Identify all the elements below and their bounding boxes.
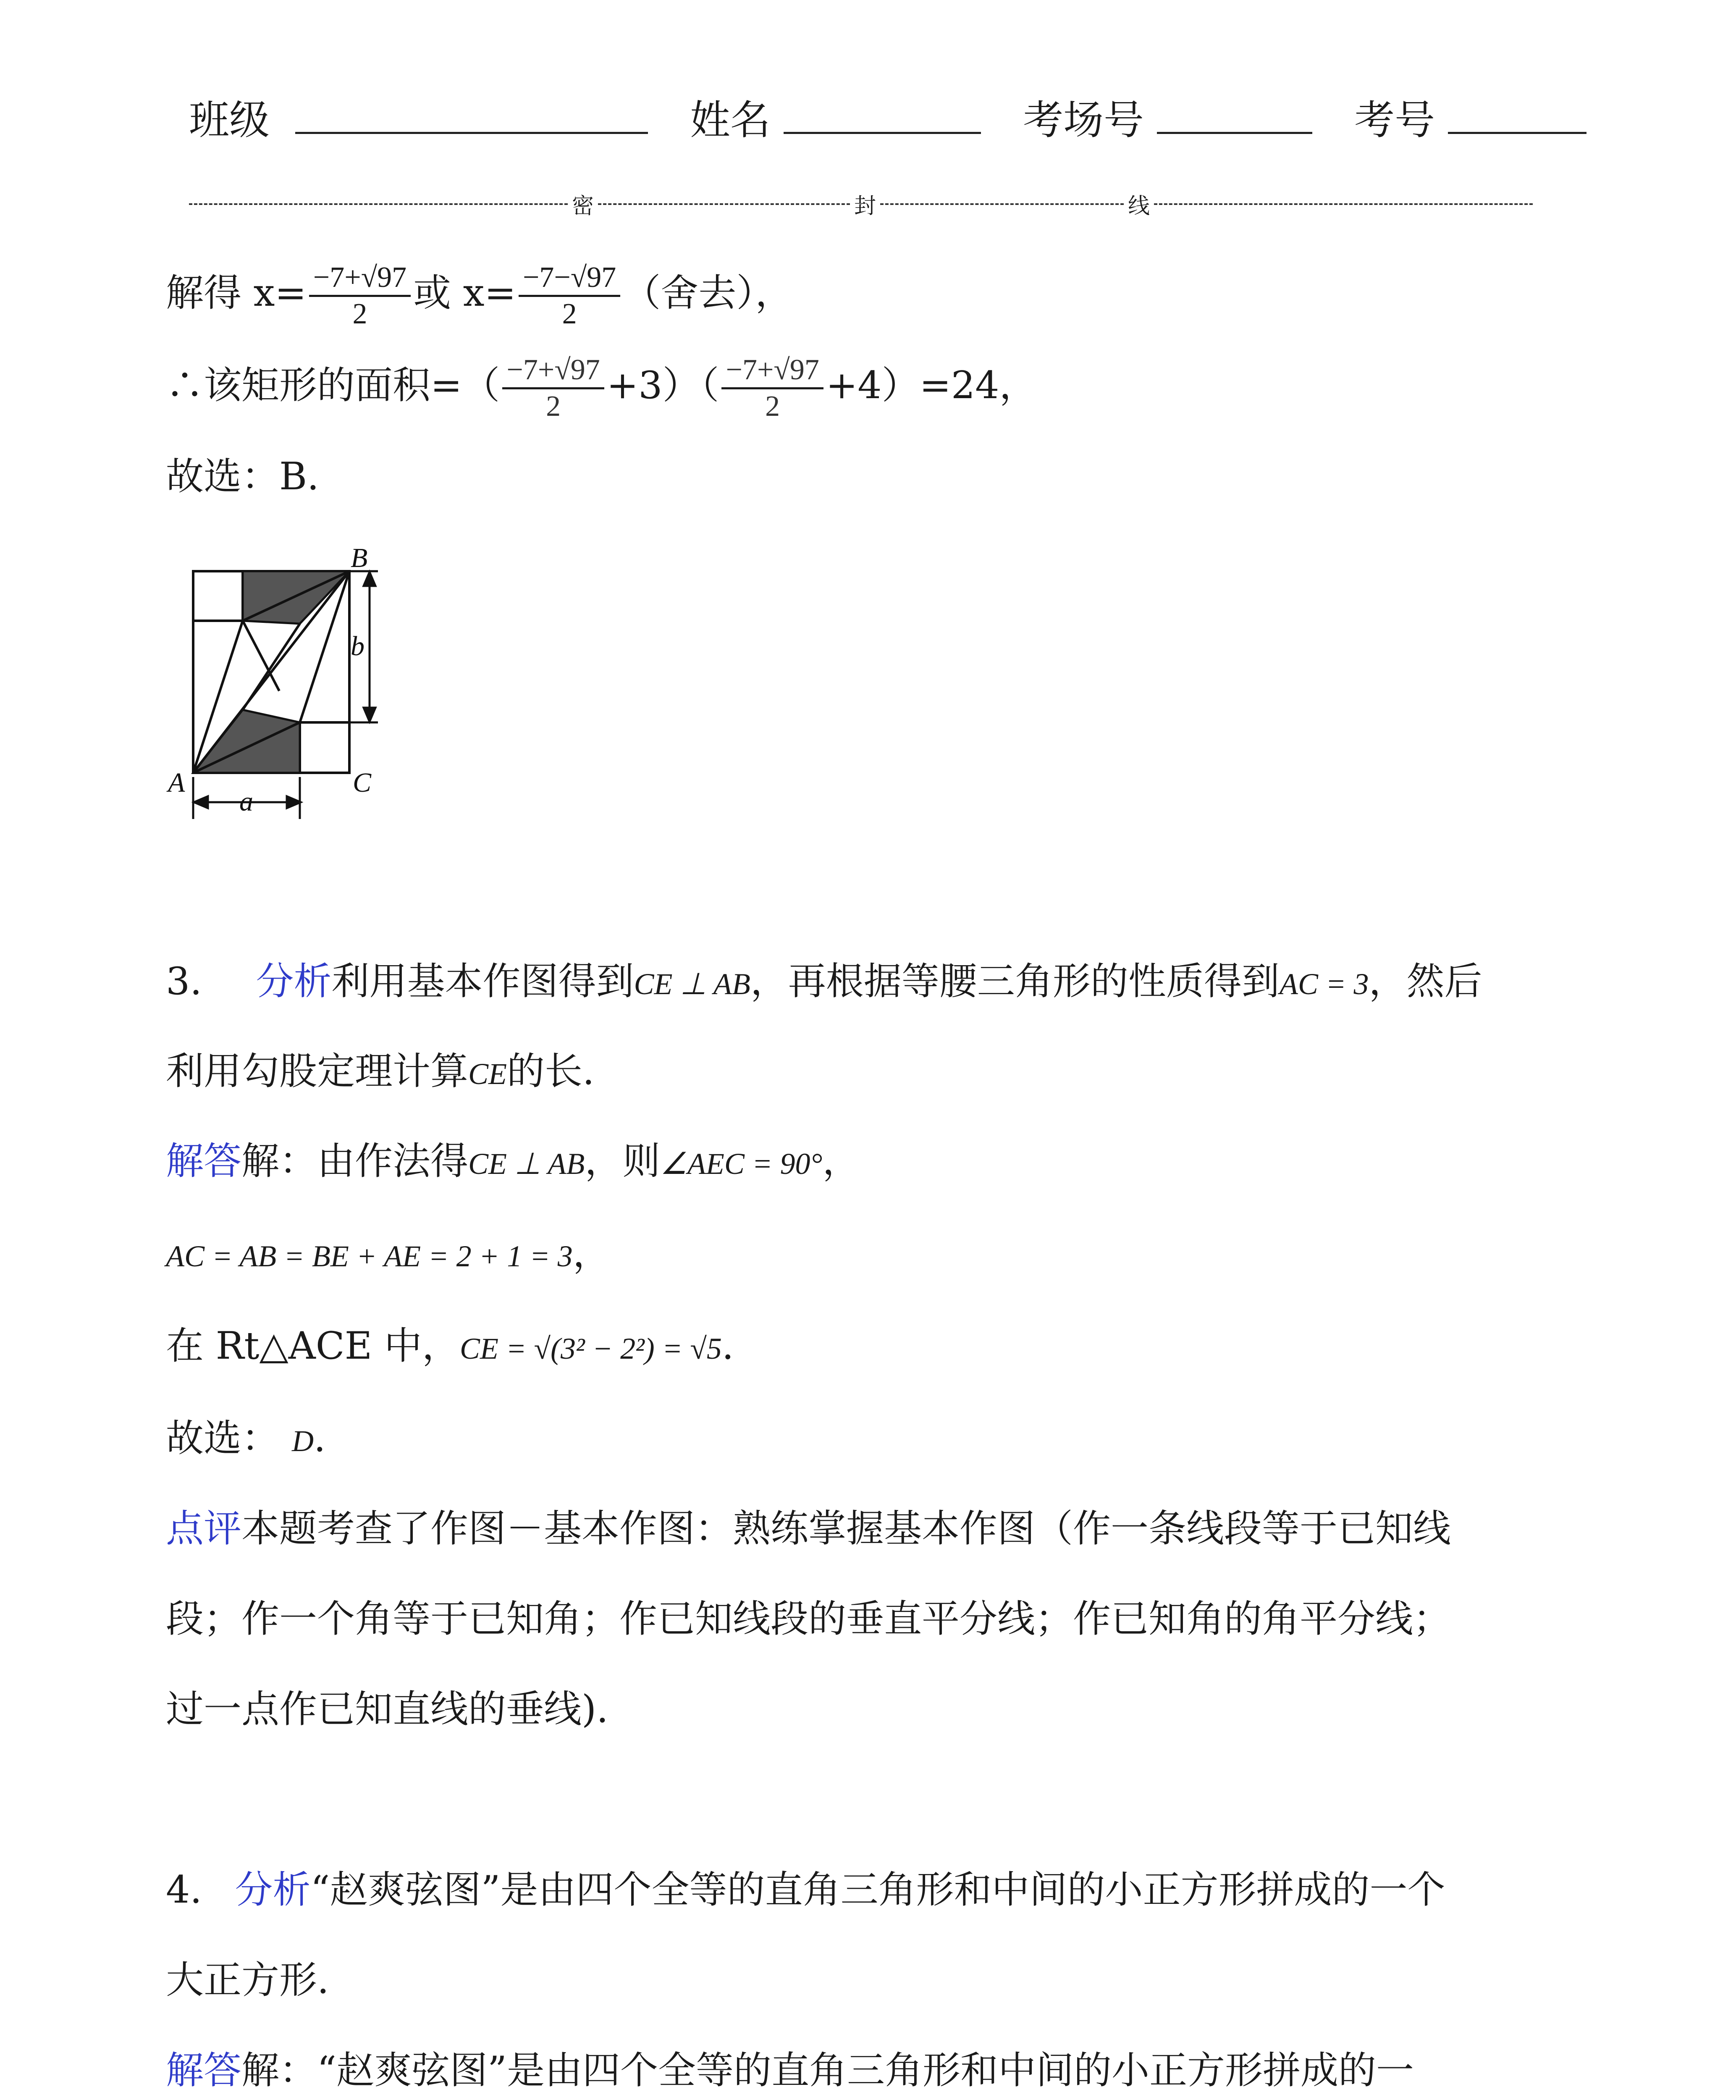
area-suffix: +4）=24， bbox=[826, 363, 1037, 407]
class-label: 班级 bbox=[189, 97, 270, 144]
q3-choice-text: . bbox=[314, 1416, 326, 1460]
label-a-vertex: A bbox=[168, 767, 185, 798]
q3-analysis-math: AC = 3 bbox=[1279, 967, 1369, 1001]
name-field[interactable] bbox=[784, 98, 981, 134]
q3-answer-math: ∠AEC = 90° bbox=[660, 1147, 823, 1181]
q4-number: 4. bbox=[166, 1868, 202, 1912]
q4-analysis-tag: 分析 bbox=[235, 1868, 311, 1912]
name-label: 姓名 bbox=[690, 97, 771, 144]
q3-comment-tag: 点评 bbox=[166, 1507, 241, 1551]
room-field[interactable] bbox=[1157, 98, 1312, 134]
q3-analysis-tag: 分析 bbox=[256, 959, 332, 1003]
fraction-numerator: −7+√97 bbox=[721, 353, 823, 389]
q4-answer-line1 bbox=[166, 2048, 1414, 2094]
q3-answer-math: AC = AB = BE + AE = 2 + 1 = 3 bbox=[166, 1239, 573, 1273]
q3-comment-line1 bbox=[166, 1506, 1451, 1552]
seal-dash bbox=[880, 203, 1124, 205]
q4-analysis-line2: 大正方形. bbox=[166, 1958, 329, 2002]
root1-fraction bbox=[309, 260, 411, 331]
exam-header bbox=[189, 88, 1587, 146]
q4-answer-tag: 解答 bbox=[166, 2048, 241, 2092]
root2-fraction bbox=[519, 260, 620, 331]
q3-analysis-text: 的长. bbox=[507, 1049, 595, 1093]
q3-analysis-line2 bbox=[166, 1048, 595, 1097]
room-label: 考场号 bbox=[1023, 97, 1144, 144]
q3-answer-tag: 解答 bbox=[166, 1139, 241, 1183]
fraction-numerator: −7+√97 bbox=[309, 260, 411, 297]
q3-analysis-math: CE ⊥ AB bbox=[634, 967, 750, 1001]
class-field[interactable] bbox=[295, 98, 648, 134]
q3-answer-text: ， bbox=[822, 1139, 860, 1183]
seal-dash bbox=[1154, 203, 1533, 205]
fraction-denominator: 2 bbox=[562, 298, 577, 330]
label-b-vertex: B bbox=[351, 543, 368, 573]
q3-answer-text: ，则 bbox=[585, 1139, 661, 1183]
seal-dash bbox=[189, 203, 568, 205]
solve-line bbox=[166, 260, 793, 331]
q3-answer-text: 解：由作法得 bbox=[241, 1139, 468, 1183]
q3-analysis-text: ，然后 bbox=[1369, 959, 1482, 1003]
seal-char-feng: 封 bbox=[854, 194, 876, 219]
shaded-triangle-bottom bbox=[193, 710, 300, 773]
arrow-head bbox=[364, 708, 375, 722]
fraction-denominator: 2 bbox=[352, 298, 367, 330]
fraction-numerator: −7+√97 bbox=[502, 353, 604, 389]
label-a-length: a bbox=[239, 786, 253, 817]
q3-number: 3. bbox=[166, 959, 202, 1003]
q3-analysis-math: CE bbox=[468, 1057, 507, 1091]
top-left-square bbox=[193, 571, 243, 621]
seal-line bbox=[189, 188, 1533, 220]
fraction-denominator: 2 bbox=[765, 390, 780, 423]
area-line bbox=[166, 353, 1037, 424]
q3-analysis-text: 利用勾股定理计算 bbox=[166, 1049, 468, 1093]
area-fraction-2 bbox=[721, 353, 823, 424]
q3-analysis-line1 bbox=[166, 958, 1482, 1007]
q3-choice-math: D bbox=[292, 1424, 314, 1458]
arrow-head bbox=[194, 796, 208, 808]
q3-answer-line2 bbox=[166, 1231, 611, 1279]
q4-analysis-text: “赵爽弦图”是由四个全等的直角三角形和中间的小正方形拼成的一个 bbox=[310, 1868, 1445, 1912]
q3-answer-math: CE = √(3² − 2²) = √5 bbox=[459, 1332, 722, 1365]
arrow-head bbox=[287, 796, 301, 808]
exam-no-field[interactable] bbox=[1448, 98, 1587, 134]
q3-choice-text: 故选： bbox=[166, 1416, 279, 1460]
seal-char-mi: 密 bbox=[572, 194, 594, 219]
q3-analysis-text: ，再根据等腰三角形的性质得到 bbox=[750, 959, 1280, 1003]
q3-answer-text: ， bbox=[572, 1231, 611, 1276]
geometry-figure bbox=[160, 525, 412, 827]
solve-prefix: 解得 x= bbox=[166, 270, 307, 315]
area-mid: +3）（ bbox=[606, 363, 719, 407]
arrow-head bbox=[364, 572, 375, 586]
seal-dash bbox=[598, 203, 850, 205]
q3-analysis-text: 利用基本作图得到 bbox=[331, 959, 634, 1003]
discard-text: （舍去）， bbox=[623, 270, 793, 315]
area-fraction-1 bbox=[502, 353, 604, 424]
q3-answer-line1 bbox=[166, 1138, 860, 1187]
fraction-denominator: 2 bbox=[546, 390, 561, 423]
q3-answer-math: CE ⊥ AB bbox=[468, 1147, 585, 1181]
q3-answer-line3 bbox=[166, 1323, 734, 1372]
q3-answer-text: 在 Rt△ACE 中， bbox=[166, 1324, 460, 1368]
q4-answer-text: 解：“赵爽弦图”是由四个全等的直角三角形和中间的小正方形拼成的一 bbox=[241, 2048, 1414, 2092]
q3-comment-line3: 过一点作已知直线的垂线). bbox=[166, 1687, 608, 1731]
q3-choice-line bbox=[166, 1415, 326, 1464]
area-prefix: ∴该矩形的面积=（ bbox=[166, 363, 500, 407]
bottom-right-square bbox=[300, 722, 349, 773]
seal-char-xian: 线 bbox=[1128, 194, 1150, 219]
label-c-vertex: C bbox=[353, 767, 372, 798]
exam-no-label: 考号 bbox=[1354, 97, 1435, 144]
q3-comment-line2: 段；作一个角等于已知角；作已知线段的垂直平分线；作已知角的角平分线； bbox=[166, 1597, 1451, 1641]
or-text: 或 x= bbox=[413, 270, 516, 315]
fraction-numerator: −7−√97 bbox=[519, 260, 620, 297]
q3-comment-text: 本题考查了作图－基本作图：熟练掌握基本作图（作一条线段等于已知线 bbox=[241, 1507, 1451, 1551]
label-b-length: b bbox=[351, 631, 365, 662]
choice-b-line: 故选：B. bbox=[166, 454, 319, 499]
q4-analysis-line1 bbox=[166, 1867, 1445, 1913]
q3-answer-text: . bbox=[721, 1324, 734, 1368]
